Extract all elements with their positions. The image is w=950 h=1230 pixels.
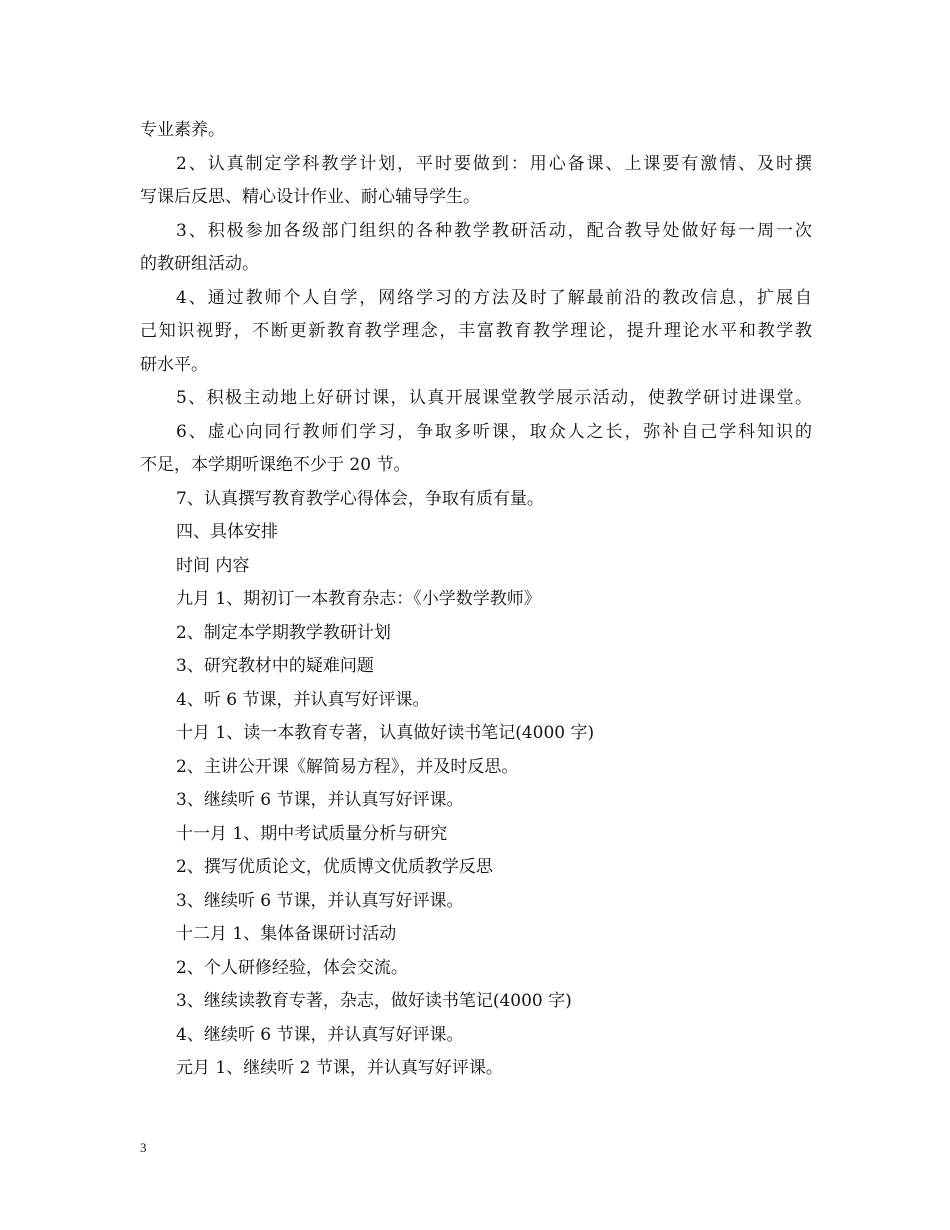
text-line: 的教研组活动。 <box>140 254 259 274</box>
text-line: 5、积极主动地上好研讨课，认真开展课堂教学展示活动，使教学研讨进课堂。 <box>176 388 812 408</box>
schedule-item: 2、个人研修经验，体会交流。 <box>176 957 408 978</box>
schedule-item: 3、继续听 6 节课，并认真写好评课。 <box>176 790 464 810</box>
schedule-item: 3、研究教材中的疑难问题 <box>176 656 374 676</box>
schedule-item: 2、制定本学期教学教研计划 <box>176 622 391 643</box>
text-line: 4、通过教师个人自学，网络学习的方法及时了解最前沿的教改信息，扩展自 <box>176 287 812 308</box>
page-number: 3 <box>140 1140 147 1155</box>
text-line: 2、认真制定学科教学计划，平时要做到：用心备课、上课要有激情、及时撰 <box>176 153 812 174</box>
schedule-item: 十一月 1、期中考试质量分析与研究 <box>176 823 448 844</box>
schedule-item: 3、继续读教育专著，杂志，做好读书笔记(4000 字) <box>176 991 572 1011</box>
schedule-item: 4、听 6 节课，并认真写好评课。 <box>176 689 430 710</box>
text-line: 写课后反思、精心设计作业、耐心辅导学生。 <box>140 187 480 207</box>
schedule-item: 4、继续听 6 节课，并认真写好评课。 <box>176 1024 464 1045</box>
text-line: 6、虚心向同行教师们学习，争取多听课，取众人之长，弥补自己学科知识的 <box>176 421 812 442</box>
schedule-item: 2、撰写优质论文，优质博文优质教学反思 <box>176 857 493 877</box>
text-line: 专业素养。 <box>140 120 225 140</box>
schedule-header: 时间 内容 <box>176 555 250 576</box>
text-line: 不足，本学期听课绝不少于 20 节。 <box>140 455 411 475</box>
text-line: 3、积极参加各级部门组织的各种教学教研活动，配合教导处做好每一周一次 <box>176 220 812 241</box>
document-body <box>140 114 812 1086</box>
schedule-item: 2、主讲公开课《解简易方程》，并及时反思。 <box>176 756 519 777</box>
schedule-item: 3、继续听 6 节课，并认真写好评课。 <box>176 890 464 911</box>
text-line: 研水平。 <box>140 354 208 375</box>
section-heading: 四、具体安排 <box>176 522 278 542</box>
text-line: 己知识视野，不断更新教育教学理念，丰富教育教学理论，提升理论水平和教学教 <box>140 321 812 341</box>
schedule-item: 十月 1、读一本教育专著，认真做好读书笔记(4000 字) <box>176 723 595 743</box>
schedule-item: 十二月 1、集体备课研讨活动 <box>176 924 397 944</box>
schedule-item: 元月 1、继续听 2 节课，并认真写好评课。 <box>176 1058 503 1078</box>
schedule-item: 九月 1、期初订一本教育杂志：《小学数学教师》 <box>176 589 541 609</box>
text-line: 7、认真撰写教育教学心得体会，争取有质有量。 <box>176 488 544 509</box>
